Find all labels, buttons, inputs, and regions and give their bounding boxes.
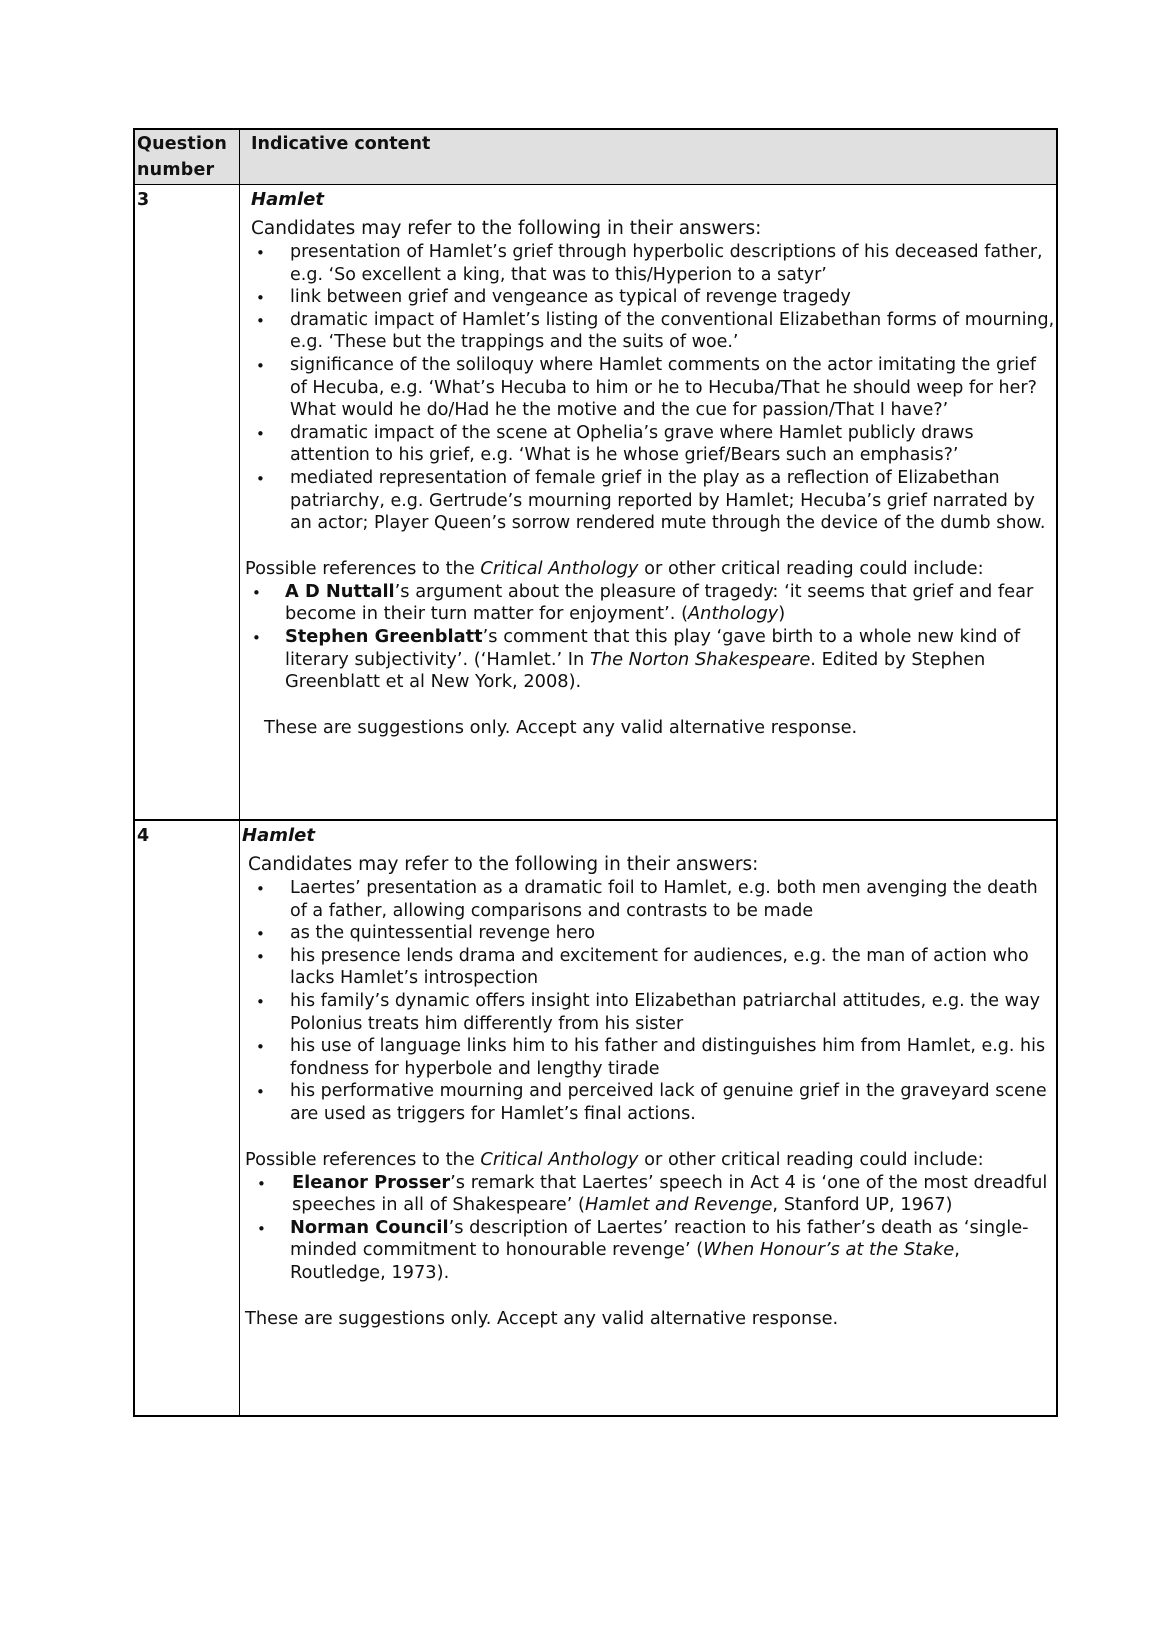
reference-item: • Eleanor Prosser’s remark that Laertes’ speech in Act 4 is ‘one of the most dreadful speeches in all of Shakespeare’ (Hamlet and Revenge, Stanford UP, 1967) bbox=[257, 1171, 1048, 1216]
critic-name: A D Nuttall bbox=[285, 580, 395, 602]
mark-scheme-table bbox=[133, 128, 1058, 1417]
content-intro: Candidates may refer to the following in their answers: bbox=[251, 218, 762, 239]
critic-name: Norman Council bbox=[290, 1216, 449, 1238]
bullet-icon: • bbox=[252, 583, 261, 602]
bullet-icon: • bbox=[256, 925, 265, 944]
references-intro: Possible references to the Critical Anthology or other critical reading could include: bbox=[245, 557, 984, 579]
reference-item: • A D Nuttall’s argument about the pleasure of tragedy: ‘it seems that grief and fear become in their turn matter for enjoyment’. (Anthology) bbox=[252, 580, 1034, 625]
header-question-number: Question number bbox=[135, 130, 240, 184]
list-item: • dramatic impact of Hamlet’s listing of the conventional Elizabethan forms of mourning, e.g. ‘These but the trappings and the suits of woe.’ bbox=[256, 309, 1055, 353]
critic-name: Eleanor Prosser bbox=[292, 1171, 451, 1193]
reference-item: • Norman Council’s description of Laertes’ reaction to his father’s death as ‘single-minded commitment to honourable revenge’ (When Honour’s at the Stake, Routledge, 1973). bbox=[257, 1216, 1029, 1283]
list-item: • dramatic impact of the scene at Ophelia’s grave where Hamlet publicly draws attention to his grief, e.g. ‘What is he whose grief/Bears such an emphasis?’ bbox=[256, 422, 974, 466]
list-item: • as the quintessential revenge hero bbox=[240, 922, 1056, 945]
references-intro: Possible references to the Critical Anthology or other critical reading could include: bbox=[245, 1148, 984, 1170]
bullet-icon: • bbox=[256, 992, 265, 1011]
references-list bbox=[240, 1172, 1056, 1285]
text-title: Hamlet bbox=[242, 825, 315, 846]
list-item: • presentation of Hamlet’s grief through hyperbolic descriptions of his deceased father, e.g. ‘So excellent a king, that was to this/Hyperion to a satyr’ bbox=[256, 242, 1043, 285]
list-item: • his performative mourning and perceived lack of genuine grief in the graveyard scene are used as triggers for Hamlet’s final actions. bbox=[256, 1081, 1047, 1124]
table-row-question-4 bbox=[135, 819, 1056, 1415]
header-indicative-content: Indicative content bbox=[251, 134, 431, 154]
reference-item: • Stephen Greenblatt’s comment that this play ‘gave birth to a whole new kind of literary subjectivity’. (‘Hamlet.’ In The Norton Shakespeare. Edited by Stephen Greenblatt et al New York, 2008). bbox=[252, 625, 1021, 693]
bullet-icon: • bbox=[256, 880, 265, 898]
list-item: • significance of the soliloquy where Hamlet comments on the actor imitating the grief of Hecuba, e.g. ‘What’s Hecuba to him or he to Hecuba/That he should weep for her? What would he do/Had he the motive and the cue for passion/That I have?’ bbox=[256, 354, 1037, 421]
bullet-icon: • bbox=[256, 1083, 265, 1102]
list-item: • mediated representation of female grief in the play as a reflection of Elizabethan patriarchy, e.g. Gertrude’s mourning reported by Hamlet; Hecuba’s grief narrated by an actor; Player Queen’s sorrow rendered mute through the device of the dumb show. bbox=[256, 467, 1046, 534]
references-list bbox=[240, 581, 1056, 694]
bullet-icon: • bbox=[256, 469, 265, 488]
bullet-icon: • bbox=[252, 628, 261, 647]
bullet-icon: • bbox=[256, 311, 265, 330]
list-item: • Laertes’ presentation as a dramatic foil to Hamlet, e.g. both men avenging the death of a father, allowing comparisons and contrasts to be made bbox=[256, 878, 1038, 921]
bullet-icon: • bbox=[256, 356, 265, 375]
closing-note: These are suggestions only. Accept any valid alternative response. bbox=[245, 1307, 839, 1329]
bullet-icon: • bbox=[256, 947, 265, 966]
question-number: 3 bbox=[135, 185, 240, 819]
bullet-icon: • bbox=[257, 1219, 266, 1238]
critic-name: Stephen Greenblatt bbox=[285, 625, 483, 647]
bullet-icon: • bbox=[256, 424, 265, 443]
indicative-content-cell bbox=[240, 185, 1056, 819]
bullet-icon: • bbox=[256, 289, 265, 308]
content-points-list bbox=[240, 241, 1056, 535]
table-row-question-3 bbox=[135, 184, 1056, 819]
content-points-list bbox=[240, 877, 1056, 1126]
bullet-icon: • bbox=[256, 1038, 265, 1057]
table-header-row bbox=[135, 130, 1056, 184]
list-item: • link between grief and vengeance as typical of revenge tragedy bbox=[240, 286, 1056, 309]
bullet-icon: • bbox=[256, 244, 265, 262]
closing-note: These are suggestions only. Accept any valid alternative response. bbox=[264, 716, 858, 738]
list-item: • his presence lends drama and excitement for audiences, e.g. the man of action who lacks Hamlet’s introspection bbox=[256, 945, 1029, 989]
question-number: 4 bbox=[135, 821, 240, 1415]
text-title: Hamlet bbox=[251, 189, 324, 210]
content-intro: Candidates may refer to the following in their answers: bbox=[248, 854, 759, 875]
bullet-icon: • bbox=[257, 1174, 266, 1193]
list-item: • his use of language links him to his father and distinguishes him from Hamlet, e.g. his fondness for hyperbole and lengthy tirade bbox=[256, 1036, 1046, 1079]
list-item: • his family’s dynamic offers insight into Elizabethan patriarchal attitudes, e.g. the way Polonius treats him differently from his sister bbox=[256, 990, 1040, 1034]
indicative-content-cell bbox=[240, 821, 1056, 1415]
